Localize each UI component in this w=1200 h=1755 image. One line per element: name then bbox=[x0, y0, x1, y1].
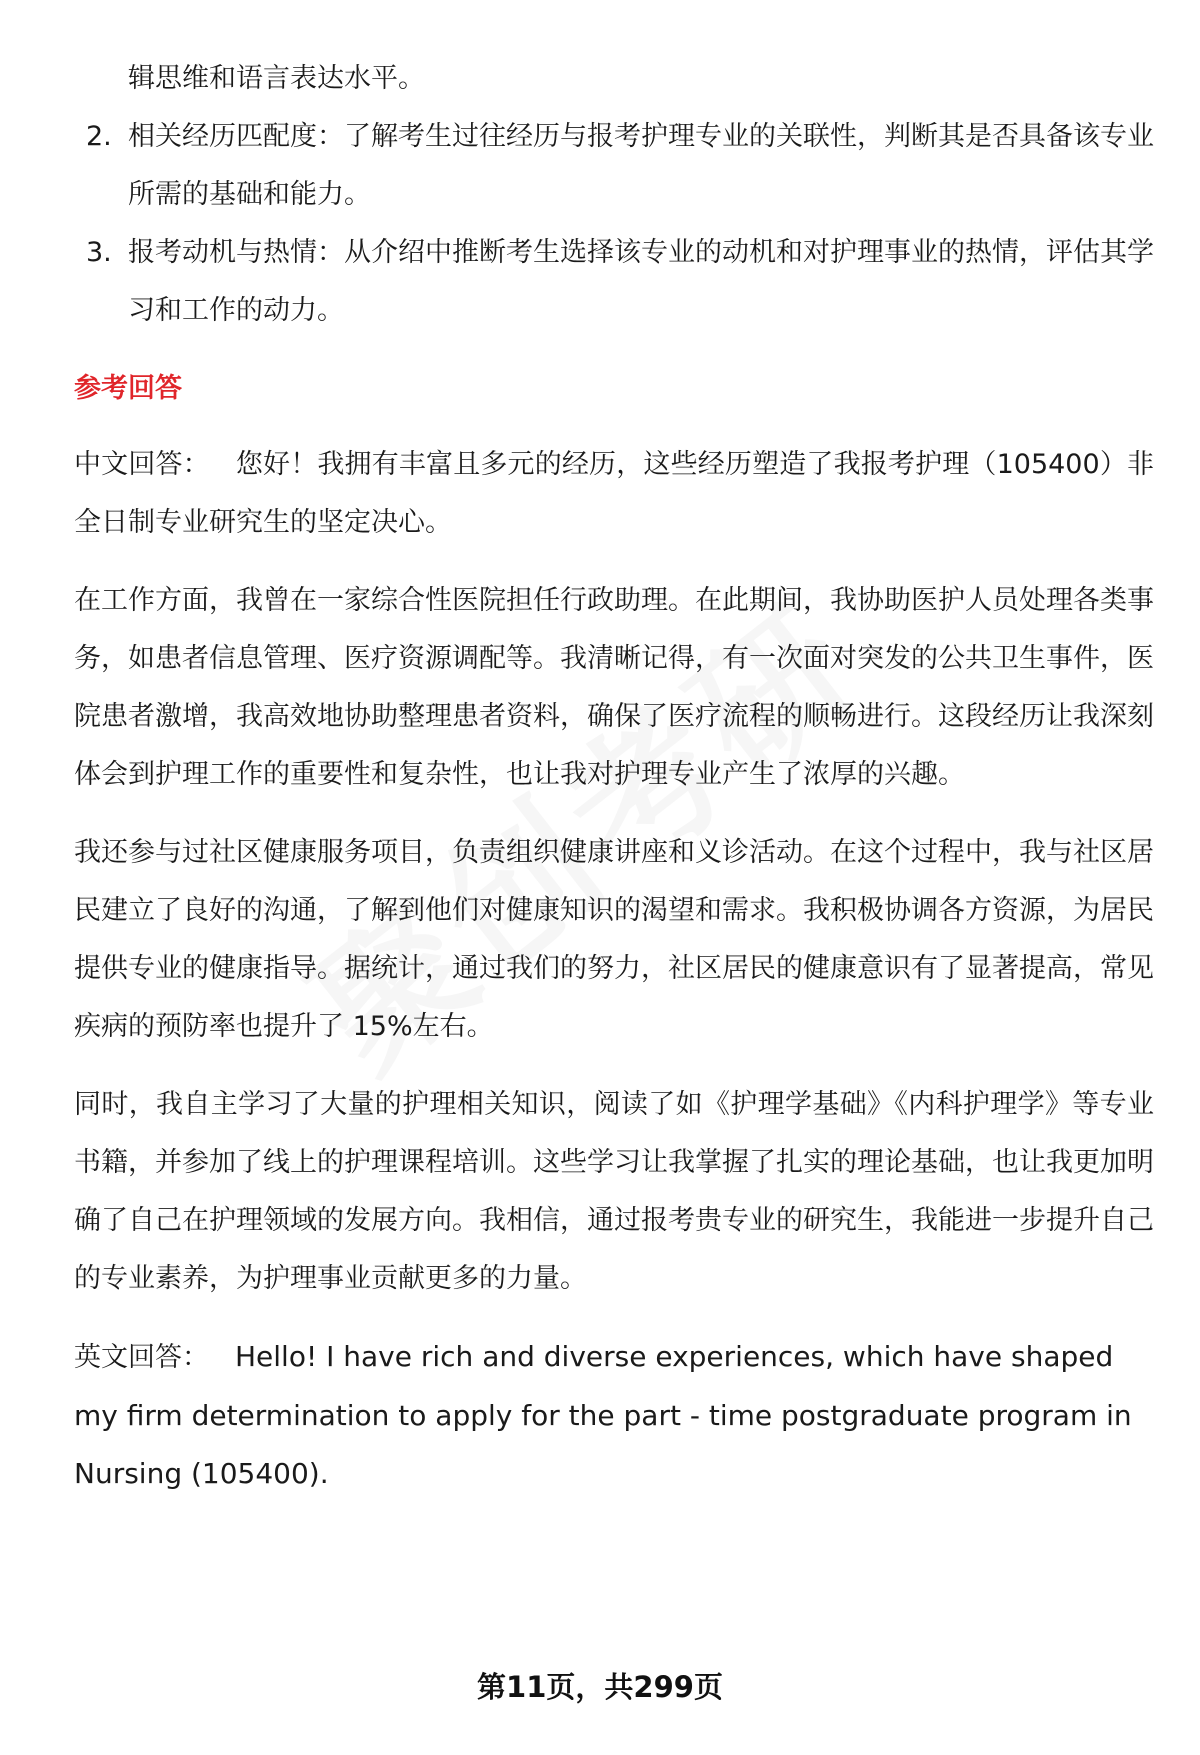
page-content bbox=[74, 50, 1154, 1503]
answer-cn-intro-text: 您好！我拥有丰富且多元的经历，这些经历塑造了我报考护理（105400）非全日制专业研究生的坚定决心。 bbox=[74, 449, 1155, 538]
answer-en-text: Hello! I have rich and diverse experiences, which have shaped my firm determination to apply for the part - time postgraduate program in Nursing (105400). bbox=[74, 1340, 1132, 1490]
answer-cn-paragraph: 我还参与过社区健康服务项目，负责组织健康讲座和义诊活动。在这个过程中，我与社区居民建立了良好的沟通，了解到他们对健康知识的渴望和需求。我积极协调各方资源，为居民提供专业的健康指导。据统计，通过我们的努力，社区居民的健康意识有了显著提高，常见疾病的预防率也提升了 15%左右。 bbox=[74, 837, 1154, 1042]
answer-cn-label: 中文回答： bbox=[74, 449, 210, 480]
answer-cn-paragraph: 在工作方面，我曾在一家综合性医院担任行政助理。在此期间，我协助医护人员处理各类事务，如患者信息管理、医疗资源调配等。我清晰记得，有一次面对突发的公共卫生事件，医院患者激增，我高效地协助整理患者资料，确保了医疗流程的顺畅进行。这段经历让我深刻体会到护理工作的重要性和复杂性，也让我对护理专业产生了浓厚的兴趣。 bbox=[74, 585, 1154, 790]
list-item-continuation: 辑思维和语言表达水平。 bbox=[128, 63, 425, 94]
list-number: 2. bbox=[86, 121, 112, 152]
answer-cn-intro bbox=[74, 436, 1154, 552]
list-item bbox=[74, 224, 1154, 340]
answer-cn-paragraph: 同时，我自主学习了大量的护理相关知识，阅读了如《护理学基础》《内科护理学》等专业书籍，并参加了线上的护理课程培训。这些学习让我掌握了扎实的理论基础，也让我更加明确了自己在护理领域的发展方向。我相信，通过报考贵专业的研究生，我能进一步提升自己的专业素养，为护理事业贡献更多的力量。 bbox=[74, 1089, 1154, 1294]
answer-en bbox=[74, 1328, 1154, 1503]
section-title: 参考回答 bbox=[74, 373, 182, 404]
list-item-text: 相关经历匹配度：了解考生过往经历与报考护理专业的关联性，判断其是否具备该专业所需的基础和能力。 bbox=[128, 121, 1154, 210]
list-number: 3. bbox=[86, 237, 112, 268]
page-footer: 第11页，共299页 bbox=[477, 1670, 723, 1704]
list-item-text: 报考动机与热情：从介绍中推断考生选择该专业的动机和对护理事业的热情，评估其学习和工作的动力。 bbox=[128, 237, 1154, 326]
answer-en-label: 英文回答： bbox=[74, 1342, 209, 1373]
list-item bbox=[74, 108, 1154, 224]
